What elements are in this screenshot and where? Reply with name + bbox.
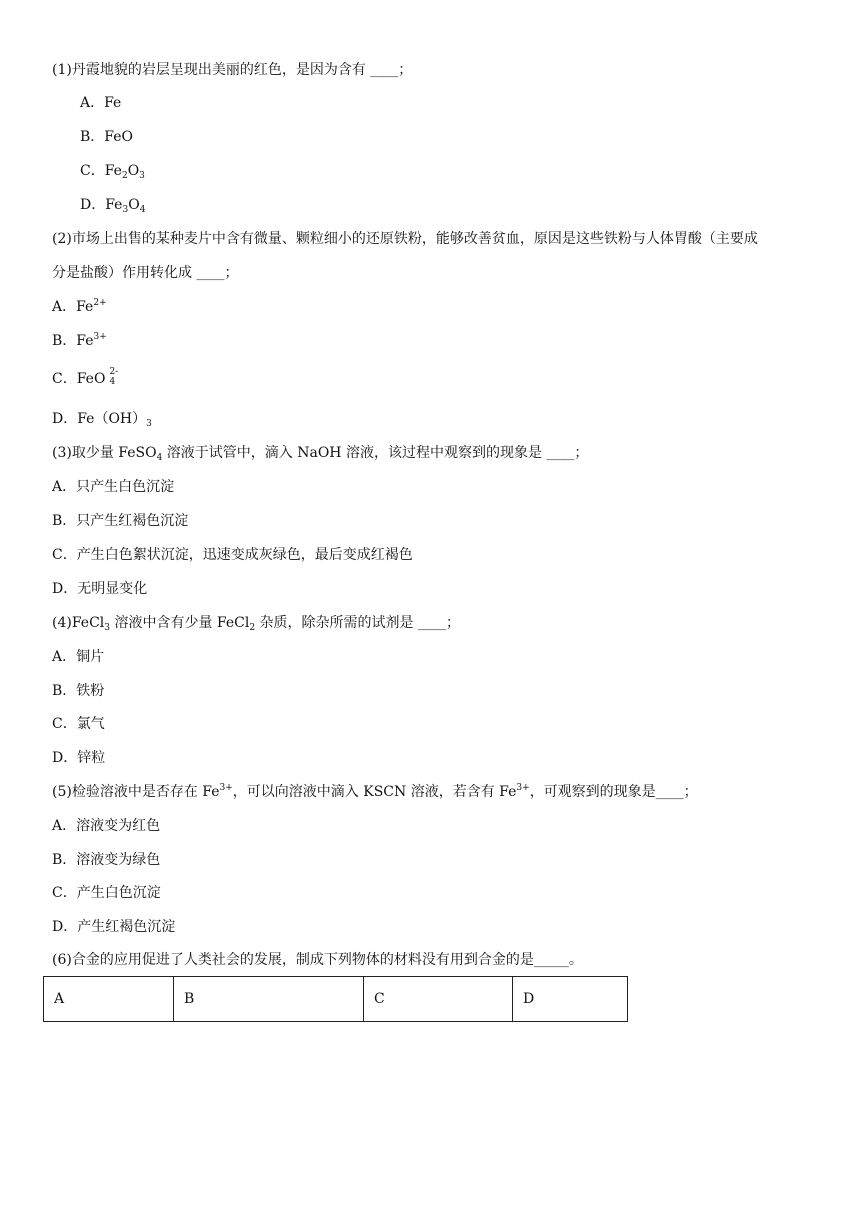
q2-option-a-sup: 2+	[93, 298, 107, 308]
question-4-stem	[52, 613, 460, 633]
question-5-stem	[52, 782, 698, 802]
q3-option-c: C．产生白色絮状沉淀，迅速变成灰绿色，最后变成红褐色	[52, 547, 413, 563]
q4-option-a: A．铜片	[52, 649, 105, 665]
q3-option-b: B．只产生红褐色沉淀	[52, 513, 189, 529]
q1-option-c-sub1: 2	[121, 171, 128, 181]
q2-option-b-sup: 3+	[93, 332, 107, 342]
q2-option-d	[52, 409, 152, 429]
q1-option-c-sub2: 3	[139, 171, 145, 181]
q5-stem-sup2: 3+	[516, 783, 530, 793]
q5-stem-sup1: 3+	[219, 783, 233, 793]
q1-option-d-mid: O	[128, 197, 140, 213]
question-6-stem: (6)合金的应用促进了人类社会的发展，制成下列物体的材料没有用到合金的是_____。	[52, 952, 583, 968]
q1-option-d-sub1: 3	[122, 205, 129, 215]
q3-option-a: A．只产生白色沉淀	[52, 479, 175, 495]
q2-option-c	[52, 369, 119, 389]
q2-option-c-sub: 4	[109, 377, 116, 387]
q3-stem-pre: (3)取少量 FeSO	[52, 445, 157, 461]
q2-option-a-text: A．Fe	[52, 299, 94, 315]
q1-option-c-mid: O	[127, 163, 140, 179]
q2-option-a	[52, 297, 107, 317]
q4-stem-mid: 溶液中含有少量 FeCl	[110, 615, 250, 631]
q1-option-d-sub2: 4	[139, 205, 146, 215]
q3-option-d: D．无明显变化	[52, 581, 148, 597]
q4-stem-sub2: 2	[249, 623, 256, 633]
q3-stem-post: 溶液于试管中，滴入 NaOH 溶液，该过程中观察到的现象是 ____；	[162, 445, 589, 461]
q6-options-table	[43, 976, 628, 1022]
q6-cell-d: D	[513, 977, 628, 1022]
q1-option-b: B．FeO	[80, 129, 133, 145]
question-1-stem: (1)丹霞地貌的岩层呈现出美丽的红色，是因为含有 ____；	[52, 62, 413, 78]
q2-option-b	[52, 331, 107, 351]
q1-option-a: A．Fe	[80, 95, 122, 111]
q6-cell-b: B	[174, 977, 364, 1022]
q1-option-c-text: C．Fe	[80, 163, 122, 179]
q5-option-a: A．溶液变为红色	[52, 818, 161, 834]
q4-option-d: D．锌粒	[52, 750, 106, 766]
q2-option-d-text: D．Fe（OH）	[52, 411, 147, 427]
q2-option-d-sub: 3	[146, 419, 152, 429]
q6-options-row	[44, 977, 628, 1022]
q1-option-d	[80, 195, 145, 215]
q2-option-c-charge	[105, 367, 119, 387]
q4-stem-sub1: 3	[104, 623, 110, 633]
q2-option-b-text: B．Fe	[52, 333, 94, 349]
q4-option-c: C．氯气	[52, 716, 105, 732]
q4-stem-pre: (4)FeCl	[52, 615, 105, 631]
q5-stem-post: ，可观察到的现象是____；	[529, 784, 698, 800]
q5-stem-mid: ，可以向溶液中滴入 KSCN 溶液，若含有 Fe	[232, 784, 517, 800]
q1-option-c	[80, 161, 145, 181]
q5-option-d: D．产生红褐色沉淀	[52, 919, 176, 935]
question-2-stem-line2: 分是盐酸）作用转化成 ____；	[52, 265, 239, 281]
q6-cell-c: C	[364, 977, 513, 1022]
q5-option-b: B．溶液变为绿色	[52, 852, 161, 868]
question-2-stem-line1: (2)市场上出售的某种麦片中含有微量、颗粒细小的还原铁粉，能够改善贫血，原因是这些铁粉与人体胃酸（主要成	[52, 231, 758, 247]
q3-stem-sub: 4	[156, 453, 163, 463]
q1-option-d-text: D．Fe	[80, 197, 123, 213]
q6-cell-a: A	[44, 977, 174, 1022]
q5-option-c: C．产生白色沉淀	[52, 885, 161, 901]
q4-option-b: B．铁粉	[52, 683, 105, 699]
q5-stem-pre: (5)检验溶液中是否存在 Fe	[52, 784, 220, 800]
question-3-stem	[52, 443, 588, 463]
q4-stem-post: 杂质，除杂所需的试剂是 ____；	[255, 615, 460, 631]
q2-option-c-text: C．FeO	[52, 371, 106, 387]
q2-option-c-sup: 2-	[109, 367, 119, 377]
